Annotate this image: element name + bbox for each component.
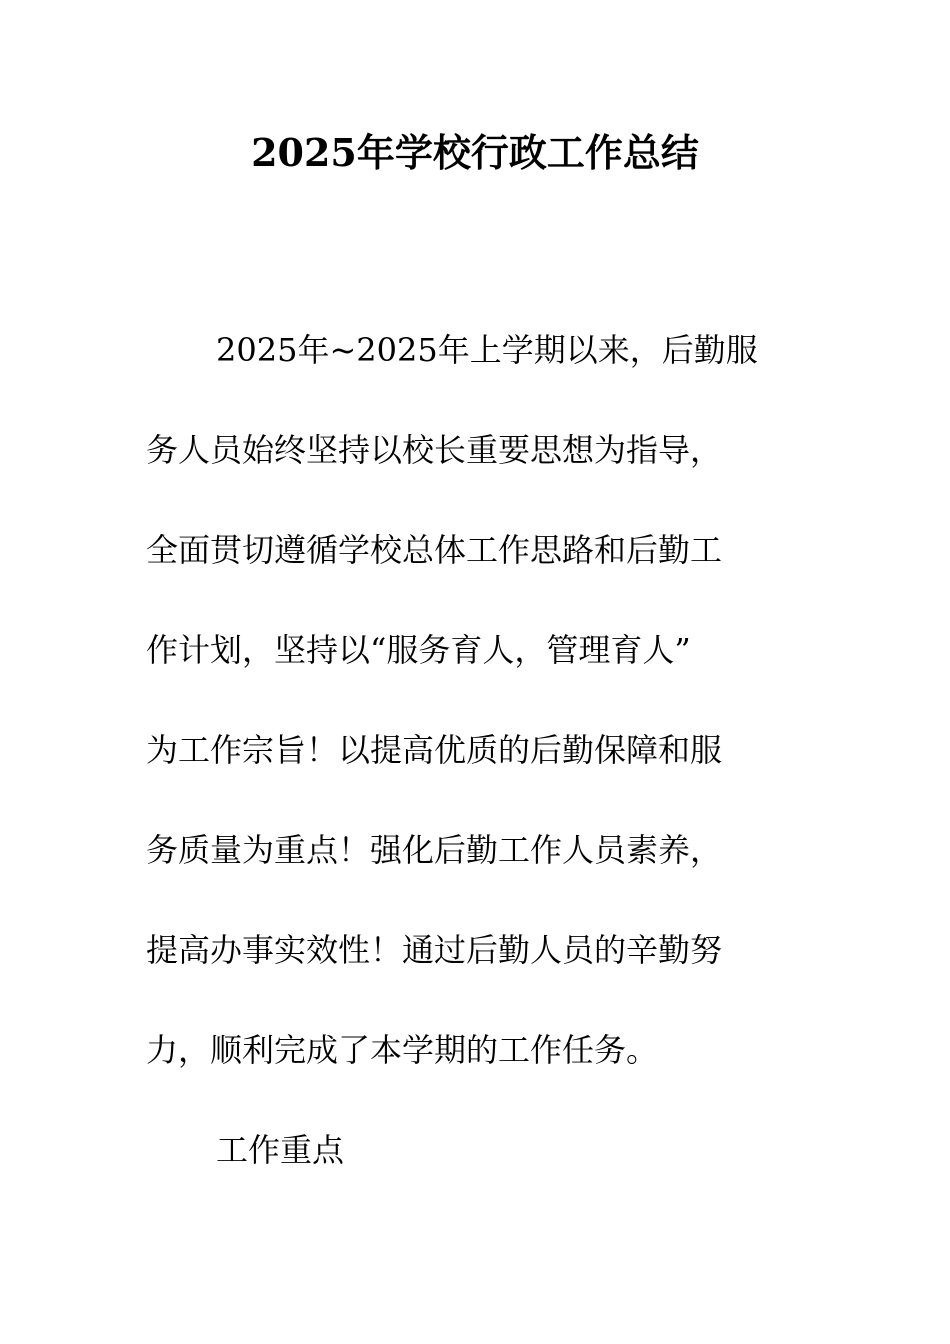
paragraph-line: 务人员始终坚持以校长重要思想为指导， xyxy=(146,431,723,469)
section-heading: 工作重点 xyxy=(216,1131,345,1169)
document-body xyxy=(146,300,806,1200)
paragraph-line: 务质量为重点！强化后勤工作人员素养， xyxy=(146,831,723,869)
paragraph-line: 提高办事实效性！通过后勤人员的辛勤努 xyxy=(146,931,723,969)
paragraph-intro xyxy=(146,300,806,1100)
paragraph-line: 2025年~2025年上学期以来，后勤服 xyxy=(216,331,758,369)
paragraph-line: 为工作宗旨！以提高优质的后勤保障和服 xyxy=(146,731,723,769)
section-heading-paragraph xyxy=(146,1100,806,1200)
document-title: 2025年学校行政工作总结 xyxy=(251,130,699,175)
paragraph-line: 全面贯切遵循学校总体工作思路和后勤工 xyxy=(146,531,723,569)
paragraph-line: 力，顺利完成了本学期的工作任务。 xyxy=(146,1031,659,1069)
paragraph-line: 作计划，坚持以“服务育人，管理育人” xyxy=(146,631,691,669)
